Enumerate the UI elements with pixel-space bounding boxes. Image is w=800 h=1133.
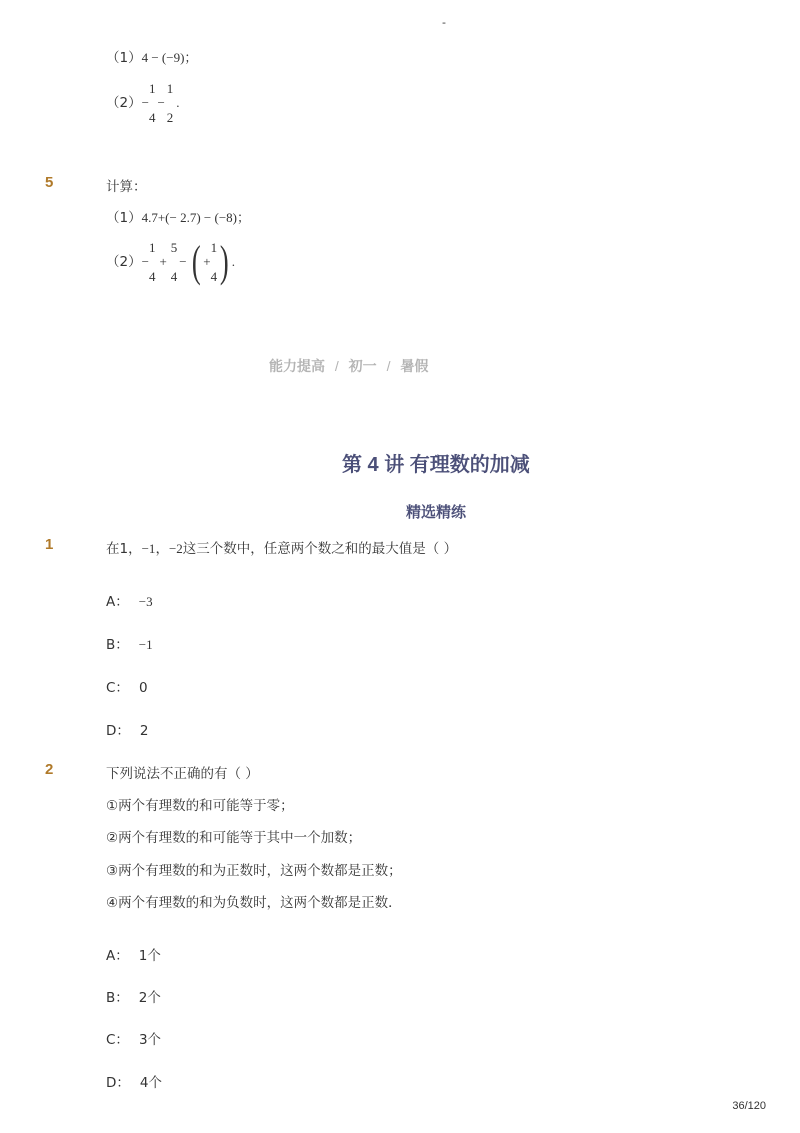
q4-item-2-lead: −	[141, 95, 149, 110]
p2-option-b[interactable]	[106, 986, 161, 1006]
frac-numerator: 1	[166, 81, 174, 96]
q4-item-1	[106, 46, 197, 66]
lesson-title: 第 4 讲 有理数的加减	[342, 454, 530, 476]
q5-item-2-inner-op: +	[203, 254, 211, 269]
q5-item-2-paren-close: )	[220, 237, 229, 286]
frac-numerator: 1	[148, 240, 156, 255]
option-label: C：	[106, 680, 129, 696]
option-value: −3	[138, 594, 153, 609]
option-label: B：	[106, 637, 129, 653]
q5-item-2-prefix: （2）	[106, 254, 142, 270]
p1-option-d[interactable]	[106, 719, 149, 739]
q4-item-2-prefix: （2）	[106, 95, 142, 111]
p1-number: 1	[45, 536, 54, 553]
p1-stem-part: 在1，	[106, 541, 142, 557]
section-title: 精选精练	[406, 504, 467, 521]
option-label: D：	[106, 1075, 130, 1091]
option-value: 0	[138, 680, 148, 696]
p1-stem-part: 这三个数中，任意两个数之和的最大值是（ ）	[182, 541, 458, 557]
p2-statement-1: ①两个有理数的和可能等于零；	[106, 798, 294, 814]
option-label: D：	[106, 723, 130, 739]
p2-statement-2: ②两个有理数的和可能等于其中一个加数；	[106, 830, 362, 846]
q4-item-2-frac-2	[167, 82, 174, 124]
frac-numerator: 1	[210, 240, 218, 255]
p2-stem: 下列说法不正确的有（ ）	[106, 766, 259, 782]
header-part-1: 能力提高	[269, 358, 325, 374]
q5-number: 5	[45, 174, 54, 191]
option-value: −1	[138, 637, 153, 652]
option-label: A：	[106, 594, 129, 610]
frac-denominator: 4	[170, 269, 178, 284]
q5-item-2-op-2: −	[179, 254, 187, 269]
header-part-3: 暑假	[400, 358, 429, 374]
q5-item-2	[106, 237, 236, 286]
option-value: 2个	[138, 990, 161, 1006]
page-number: 36/120	[732, 1100, 766, 1112]
frac-numerator: 1	[148, 81, 156, 96]
q5-item-2-paren-open: (	[191, 237, 201, 286]
option-value: 2	[139, 723, 149, 739]
q5-item-1-expr: 4.7+(− 2.7) − (−8)；	[141, 210, 250, 225]
q5-item-2-frac-3	[211, 241, 218, 283]
frac-numerator: 5	[170, 240, 178, 255]
p1-option-a[interactable]	[106, 590, 153, 610]
q5-item-1-prefix: （1）	[106, 210, 142, 226]
q5-item-2-frac-1	[149, 241, 156, 283]
frac-denominator: 4	[148, 269, 156, 284]
q5-item-2-op-1: +	[159, 254, 167, 269]
option-label: A：	[106, 948, 129, 964]
q4-item-2-frac-1	[149, 82, 156, 124]
p1-stem-number: −2	[168, 541, 183, 556]
option-label: B：	[106, 990, 129, 1006]
q4-item-2	[106, 82, 180, 124]
header-sep-2: /	[386, 358, 391, 374]
q5-item-1	[106, 206, 250, 226]
p2-statement-3: ③两个有理数的和为正数时，这两个数都是正数；	[106, 863, 402, 879]
option-value: 4个	[139, 1075, 162, 1091]
p2-option-c[interactable]	[106, 1028, 161, 1048]
p2-statement-4: ④两个有理数的和为负数时，这两个数都是正数．	[106, 895, 402, 911]
q5-item-2-lead: −	[141, 254, 149, 269]
frac-denominator: 2	[166, 110, 174, 125]
header-sep-1: /	[334, 358, 339, 374]
q5-item-2-end: .	[231, 254, 236, 269]
q4-item-1-prefix: （1）	[106, 50, 142, 66]
p1-option-c[interactable]	[106, 676, 148, 696]
option-value: 3个	[138, 1032, 162, 1048]
option-label: C：	[106, 1032, 129, 1048]
p1-option-b[interactable]	[106, 633, 153, 653]
top-mark: -	[442, 16, 446, 29]
p1-stem-number: −1	[141, 541, 156, 556]
q4-item-1-expr: 4 − (−9)；	[141, 50, 198, 65]
q5-item-2-frac-2	[171, 241, 178, 283]
q4-item-2-end: .	[176, 95, 180, 110]
frac-denominator: 4	[210, 269, 218, 284]
q4-item-2-op: −	[157, 95, 165, 110]
frac-denominator: 4	[148, 110, 156, 125]
p1-stem	[106, 537, 457, 557]
running-header	[269, 356, 428, 376]
p2-option-d[interactable]	[106, 1071, 162, 1091]
header-part-2: 初一	[348, 358, 377, 374]
p2-option-a[interactable]	[106, 944, 161, 964]
p2-number: 2	[45, 761, 54, 778]
option-value: 1个	[138, 948, 161, 964]
p1-stem-part: ，	[155, 541, 169, 557]
q5-stem: 计算：	[106, 179, 147, 195]
